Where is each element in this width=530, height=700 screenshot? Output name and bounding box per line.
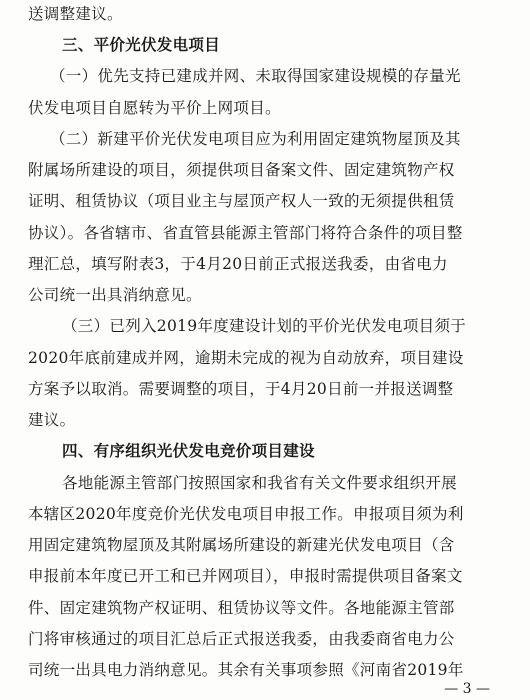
text-line: 公司统一出具消纳意见。 — [28, 286, 202, 304]
text-line: （三）已列入2019年度建设计划的平价光伏发电项目须于 — [62, 317, 467, 335]
text-line: 本辖区2020年度竞价光伏发电项目申报工作。申报项目须为利 — [28, 505, 464, 523]
section-heading: 四、有序组织光伏发电竞价项目建设 — [62, 442, 315, 460]
text-line: 各地能源主管部门按照国家和我省有关文件要求组织开展 — [62, 474, 458, 492]
text-line: 理汇总，填写附表3，于4月20日前正式报送我委，由省电力 — [28, 255, 448, 273]
text-line: 证明、租赁协议（项目业主与屋顶产权人一致的无须提供租赁 — [28, 192, 455, 210]
text-line: （二）新建平价光伏发电项目应为利用固定建筑物屋顶及其 — [50, 130, 461, 148]
text-line: 门将审核通过的项目汇总后正式报送我委，由我委商省电力公 — [28, 630, 455, 648]
text-line: 送调整建议。 — [28, 5, 123, 23]
text-line: 伏发电项目自愿转为平价上网项目。 — [28, 99, 281, 117]
text-line: 司统一出具电力消纳意见。其余有关事项参照《河南省2019年 — [28, 661, 464, 679]
text-line: （一）优先支持已建成并网、未取得国家建设规模的存量光 — [50, 67, 461, 85]
text-line: 方案予以取消。需要调整的项目，于4月20日前一并报送调整 — [28, 380, 454, 398]
page-number: — 3 — — [444, 681, 490, 697]
text-line: 件、固定建筑物产权证明、租赁协议等文件。各地能源主管部 — [28, 599, 455, 617]
text-line: 协议）。各省辖市、省直管县能源主管部门将符合条件的项目整 — [28, 224, 463, 242]
section-heading: 三、平价光伏发电项目 — [62, 36, 221, 54]
text-line: 用固定建筑物屋顶及其附属场所建设的新建光伏发电项目（含 — [28, 536, 455, 554]
text-line: 申报前本年度已开工和已并网项目），申报时需提供项目备案文 — [28, 567, 463, 585]
text-line: 建议。 — [28, 411, 76, 429]
text-line: 2020年底前建成并网，逾期未完成的视为自动放弃，项目建设 — [28, 349, 464, 367]
text-line: 附属场所建设的项目，须提供项目备案文件、固定建筑物产权 — [28, 161, 455, 179]
